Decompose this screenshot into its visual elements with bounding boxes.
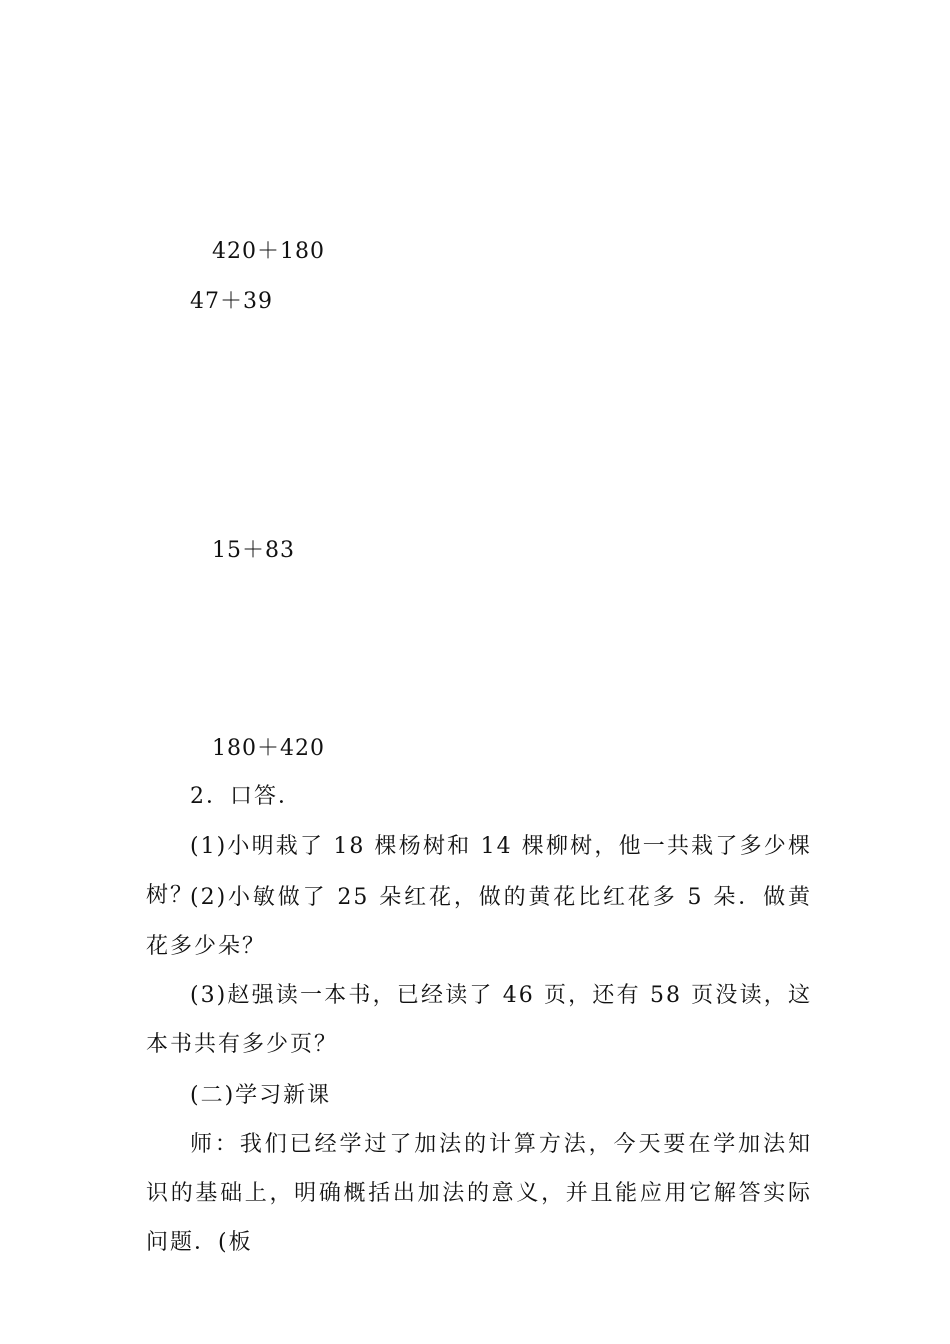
teacher-paragraph: 师：我们已经学过了加法的计算方法，今天要在学加法知识的基础上，明确概括出加法的意义，并且能应用它解答实际问题．(板 — [146, 1132, 812, 1255]
question-2: (2)小敏做了 25 朵红花，做的黄花比红花多 5 朵．做黄花多少朵？ — [146, 885, 812, 959]
expression-420-plus-180: 420＋180 — [212, 239, 325, 264]
question-1: (1)小明栽了 18 棵杨树和 14 棵柳树，他一共栽了多少棵树？ — [146, 834, 812, 908]
expression-180-plus-420: 180＋420 — [212, 736, 325, 761]
section-heading-new-lesson: (二)学习新课 — [190, 1083, 332, 1108]
section-heading-oral-answer: 2．口答． — [190, 784, 302, 809]
expression-47-plus-39: 47＋39 — [190, 289, 273, 314]
expression-15-plus-83: 15＋83 — [212, 538, 295, 563]
question-3: (3)赵强读一本书，已经读了 46 页，还有 58 页没读，这本书共有多少页？ — [146, 983, 812, 1057]
